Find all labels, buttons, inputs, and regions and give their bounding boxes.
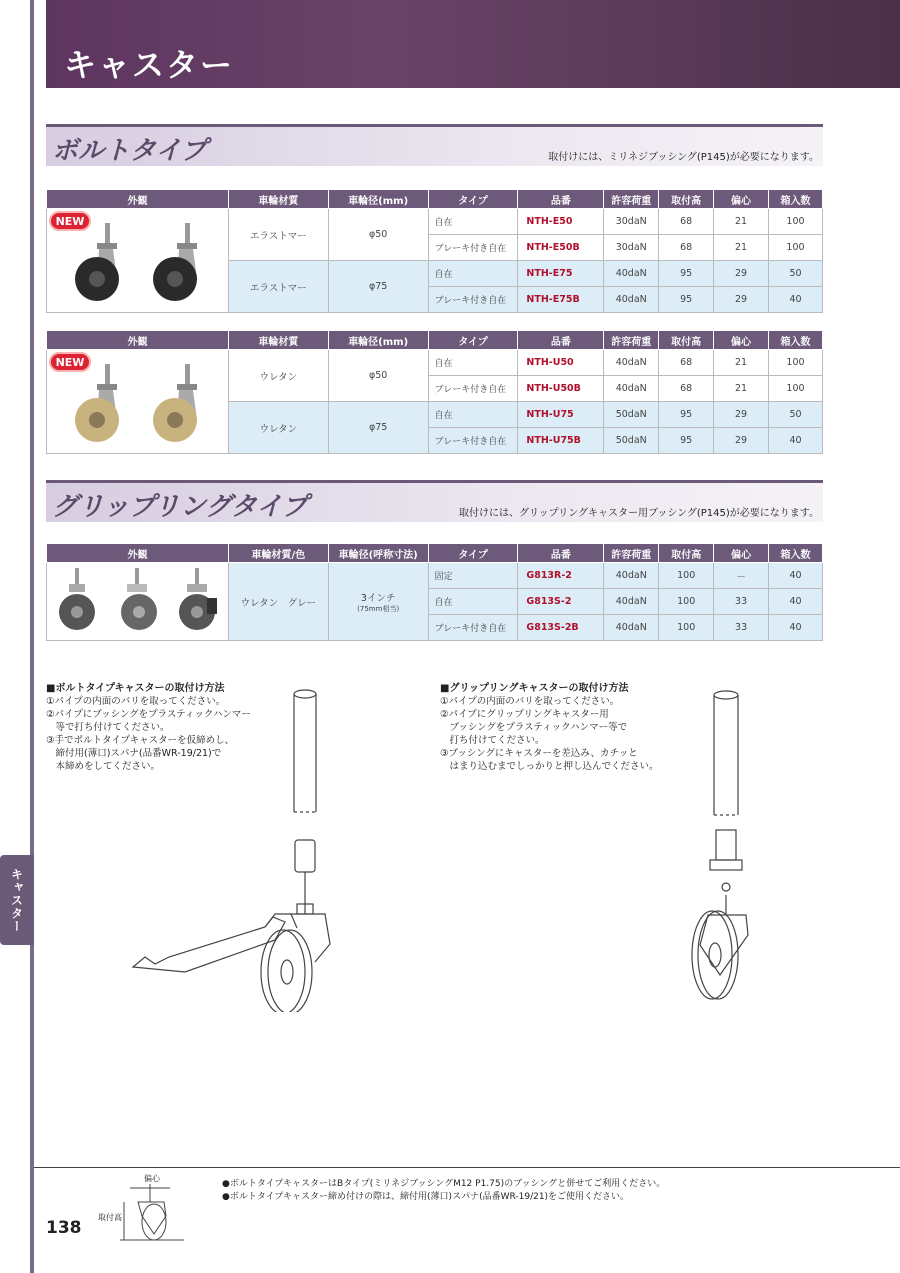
qty-cell: 50 [769, 261, 823, 287]
col-offset: 偏心 [714, 544, 769, 563]
grip-section-title: グリップリングタイプ [52, 492, 308, 522]
footer-notes [222, 1178, 665, 1204]
material-cell: ウレタン [228, 350, 328, 402]
type-cell: ブレーキ付き自在 [428, 376, 518, 402]
page-title: キャスター [64, 46, 235, 84]
load-cell: 30daN [604, 235, 659, 261]
height-cell: 68 [659, 350, 714, 376]
bolt-section-header [46, 124, 823, 166]
type-cell: ブレーキ付き自在 [428, 287, 518, 313]
height-cell: 100 [659, 615, 714, 641]
height-cell: 68 [659, 235, 714, 261]
col-qty: 箱入数 [769, 544, 823, 563]
qty-cell: 100 [769, 209, 823, 235]
load-cell: 50daN [604, 402, 659, 428]
qty-cell: 100 [769, 350, 823, 376]
qty-cell: 100 [769, 235, 823, 261]
new-badge: NEW [49, 211, 91, 231]
offset-cell: 29 [714, 261, 769, 287]
footer-note: ●ボルトタイプキャスターはBタイプ(ミリネジブッシングM12 P1.75)のブッシングと併せてご利用ください。 [222, 1179, 666, 1189]
qty-cell: 100 [769, 376, 823, 402]
col-appearance: 外観 [47, 331, 229, 350]
type-cell: 自在 [428, 402, 518, 428]
col-type: タイプ [428, 331, 518, 350]
grip-installation-diagram [660, 685, 770, 1005]
type-cell: 自在 [428, 209, 518, 235]
col-type: タイプ [428, 544, 518, 563]
load-cell: 30daN [604, 209, 659, 235]
howto-line: ②パイプにグリップリングキャスター用 [440, 709, 609, 720]
howto-line: ②パイプにブッシングをプラスティックハンマー [46, 709, 251, 720]
offset-cell: 29 [714, 402, 769, 428]
col-part-number: 品番 [518, 331, 604, 350]
col-appearance: 外観 [47, 544, 229, 563]
howto-line: ブッシングをプラスティックハンマー等で [440, 722, 628, 733]
diameter-cell: φ75 [328, 402, 428, 454]
material-cell: ウレタン グレー [228, 563, 328, 641]
bolt-section-note: 取付けには、ミリネジブッシング(P145)が必要になります。 [548, 152, 819, 163]
part-number: NTH-E75 [518, 261, 604, 287]
bolt-section-title: ボルトタイプ [52, 136, 207, 166]
height-cell: 68 [659, 209, 714, 235]
offset-cell: － [714, 563, 769, 589]
material-cell: ウレタン [228, 402, 328, 454]
part-number: G813S-2B [518, 615, 604, 641]
type-cell: 自在 [428, 261, 518, 287]
sidebar [0, 0, 34, 1273]
howto-line: 本締めをしてください。 [46, 761, 161, 772]
height-cell: 95 [659, 287, 714, 313]
howto-line: ③ブッシングにキャスターを差込み、カチッと [440, 748, 638, 759]
col-material: 車輪材質 [228, 190, 328, 209]
type-cell: ブレーキ付き自在 [428, 615, 518, 641]
bolt-installation-diagram [125, 682, 355, 1012]
qty-cell: 40 [769, 563, 823, 589]
qty-cell: 40 [769, 428, 823, 454]
material-cell: エラストマー [228, 209, 328, 261]
part-number: NTH-E75B [518, 287, 604, 313]
howto-line: はまり込むまでしっかりと押し込んでください。 [440, 761, 659, 772]
col-load: 許容荷重 [604, 544, 659, 563]
load-cell: 50daN [604, 428, 659, 454]
qty-cell: 50 [769, 402, 823, 428]
howto-line: ①パイプの内面のバリを取ってください。 [46, 696, 226, 707]
table-row [47, 350, 823, 376]
diameter-cell [328, 563, 428, 641]
part-number: NTH-U50B [518, 376, 604, 402]
col-diameter-nominal: 車輪径(呼称寸法) [328, 544, 428, 563]
offset-cell: 21 [714, 350, 769, 376]
load-cell: 40daN [604, 615, 659, 641]
howto-bolt-title: ■ボルトタイプキャスターの取付け方法 [46, 683, 225, 694]
col-height: 取付高 [659, 190, 714, 209]
col-part-number: 品番 [518, 544, 604, 563]
caster-grip-image [47, 564, 227, 636]
side-index-tab[interactable]: キャスター [0, 855, 34, 945]
diameter-value: 3インチ [360, 592, 396, 604]
legend-offset-label: 偏心 [144, 1174, 160, 1183]
col-load: 許容荷重 [604, 190, 659, 209]
part-number: NTH-E50B [518, 235, 604, 261]
col-material-color: 車輪材質/色 [228, 544, 328, 563]
type-cell: 固定 [428, 563, 518, 589]
offset-cell: 21 [714, 376, 769, 402]
col-offset: 偏心 [714, 331, 769, 350]
new-badge: NEW [49, 352, 91, 372]
grip-table [46, 543, 823, 641]
part-number: NTH-U75B [518, 428, 604, 454]
height-cell: 95 [659, 261, 714, 287]
bolt-elastomer-table [46, 189, 823, 313]
load-cell: 40daN [604, 563, 659, 589]
col-offset: 偏心 [714, 190, 769, 209]
col-height: 取付高 [659, 331, 714, 350]
col-material: 車輪材質 [228, 331, 328, 350]
height-cell: 95 [659, 402, 714, 428]
howto-line: 締付用(薄口)スパナ(品番WR-19/21)で [46, 748, 222, 759]
howto-grip-title: ■グリップリングキャスターの取付け方法 [440, 683, 629, 694]
col-height: 取付高 [659, 544, 714, 563]
product-image-urethane [47, 350, 229, 454]
offset-cell: 21 [714, 209, 769, 235]
diameter-cell: φ50 [328, 209, 428, 261]
col-load: 許容荷重 [604, 331, 659, 350]
diameter-cell: φ75 [328, 261, 428, 313]
product-image-elastomer [47, 209, 229, 313]
bolt-urethane-table [46, 330, 823, 454]
offset-cell: 29 [714, 287, 769, 313]
load-cell: 40daN [604, 350, 659, 376]
part-number: NTH-U75 [518, 402, 604, 428]
page-number: 138 [46, 1218, 82, 1238]
offset-cell: 33 [714, 615, 769, 641]
howto-line: 等で打ち付けてください。 [46, 722, 170, 733]
material-cell: エラストマー [228, 261, 328, 313]
type-cell: ブレーキ付き自在 [428, 235, 518, 261]
height-cell: 68 [659, 376, 714, 402]
offset-cell: 33 [714, 589, 769, 615]
type-cell: ブレーキ付き自在 [428, 428, 518, 454]
load-cell: 40daN [604, 589, 659, 615]
product-image-grip [47, 563, 229, 641]
diameter-cell: φ50 [328, 350, 428, 402]
table-row [47, 209, 823, 235]
diameter-sub: (75mm相当) [357, 604, 400, 613]
offset-cell: 29 [714, 428, 769, 454]
col-diameter: 車輪径(mm) [328, 190, 428, 209]
height-cell: 100 [659, 563, 714, 589]
col-diameter: 車輪径(mm) [328, 331, 428, 350]
part-number: G813S-2 [518, 589, 604, 615]
table-row [47, 563, 823, 589]
load-cell: 40daN [604, 261, 659, 287]
footer-divider [34, 1167, 900, 1168]
col-qty: 箱入数 [769, 190, 823, 209]
part-number: NTH-E50 [518, 209, 604, 235]
qty-cell: 40 [769, 589, 823, 615]
col-qty: 箱入数 [769, 331, 823, 350]
load-cell: 40daN [604, 287, 659, 313]
col-part-number: 品番 [518, 190, 604, 209]
qty-cell: 40 [769, 615, 823, 641]
load-cell: 40daN [604, 376, 659, 402]
type-cell: 自在 [428, 589, 518, 615]
page-header [46, 0, 900, 88]
footer-note: ●ボルトタイプキャスター締め付けの際は、締付用(薄口)スパナ(品番WR-19/21)をご使用ください。 [222, 1192, 630, 1202]
type-cell: 自在 [428, 350, 518, 376]
qty-cell: 40 [769, 287, 823, 313]
howto-line: ①パイプの内面のバリを取ってください。 [440, 696, 620, 707]
offset-cell: 21 [714, 235, 769, 261]
grip-section-note: 取付けには、グリップリングキャスター用ブッシング(P145)が必要になります。 [459, 508, 819, 519]
howto-line: 打ち付けてください。 [440, 735, 545, 746]
legend-height-label: 取付高 [98, 1213, 122, 1222]
height-cell: 95 [659, 428, 714, 454]
col-type: タイプ [428, 190, 518, 209]
howto-grip [440, 682, 690, 773]
part-number: NTH-U50 [518, 350, 604, 376]
howto-line: ③手でボルトタイプキャスターを仮締めし、 [46, 735, 235, 746]
height-cell: 100 [659, 589, 714, 615]
grip-section-header [46, 480, 823, 522]
part-number: G813R-2 [518, 563, 604, 589]
dimension-legend-diagram [94, 1172, 204, 1252]
col-appearance: 外観 [47, 190, 229, 209]
